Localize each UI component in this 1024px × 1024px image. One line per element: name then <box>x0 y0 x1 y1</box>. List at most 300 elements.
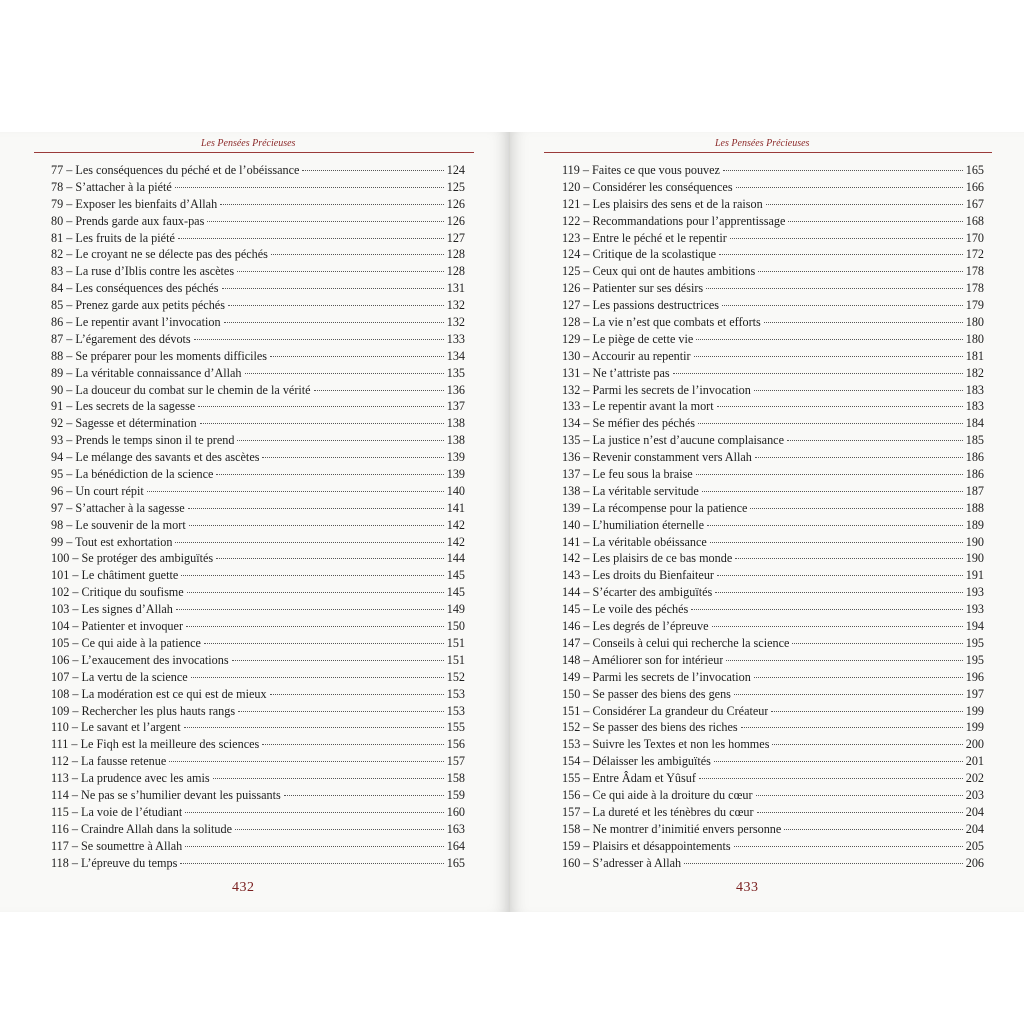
dot-leader <box>220 204 444 205</box>
toc-entry <box>562 770 984 787</box>
toc-entry <box>562 500 984 517</box>
toc-entry-page: 128 <box>446 264 465 279</box>
toc-entry-title: 157 – La dureté et les ténèbres du cœur <box>562 804 754 819</box>
table-of-contents-list <box>51 162 465 871</box>
toc-entry-page: 133 <box>446 331 465 346</box>
dot-leader <box>147 491 444 492</box>
dot-leader <box>741 727 963 728</box>
toc-entry-page: 201 <box>965 754 984 769</box>
toc-entry-title: 117 – Se soumettre à Allah <box>51 838 183 853</box>
toc-entry-page: 197 <box>965 686 984 701</box>
dot-leader <box>262 457 443 458</box>
toc-entry-title: 139 – La récompense pour la patience <box>562 500 748 515</box>
dot-leader <box>734 694 963 695</box>
toc-entry-page: 199 <box>965 703 984 718</box>
toc-entry-title: 114 – Ne pas se s’humilier devant les puissants <box>51 787 281 802</box>
toc-entry-title: 77 – Les conséquences du péché et de l’obéissance <box>51 163 300 177</box>
toc-entry-title: 96 – Un court répit <box>51 483 144 498</box>
toc-entry-page: 126 <box>446 196 465 211</box>
toc-entry-page: 156 <box>446 737 465 752</box>
toc-entry-page: 149 <box>446 602 465 617</box>
toc-entry-title: 160 – S’adresser à Allah <box>562 855 682 870</box>
toc-entry-page: 163 <box>446 821 465 836</box>
dot-leader <box>717 575 963 576</box>
toc-entry <box>562 719 984 736</box>
toc-entry <box>51 382 465 399</box>
toc-entry-page: 195 <box>965 635 984 650</box>
toc-entry-title: 158 – Ne montrer d’inimitié envers personne <box>562 821 782 836</box>
toc-entry-page: 144 <box>446 551 465 566</box>
toc-entry <box>51 179 465 196</box>
toc-entry <box>51 601 465 618</box>
dot-leader <box>712 626 963 627</box>
toc-entry <box>51 567 465 584</box>
toc-entry <box>51 838 465 855</box>
toc-entry-title: 104 – Patienter et invoquer <box>51 619 183 634</box>
dot-leader <box>216 558 444 559</box>
dot-leader <box>707 525 963 526</box>
dot-leader <box>723 170 963 171</box>
toc-entry-title: 78 – S’attacher à la piété <box>51 179 172 194</box>
toc-entry-title: 86 – Le repentir avant l’invocation <box>51 315 221 330</box>
toc-entry-title: 147 – Conseils à celui qui recherche la science <box>562 635 790 650</box>
toc-entry-page: 141 <box>446 500 465 515</box>
toc-entry-title: 128 – La vie n’est que combats et efforts <box>562 315 761 330</box>
toc-entry-page: 204 <box>965 821 984 836</box>
dot-leader <box>237 440 443 441</box>
dot-leader <box>180 863 443 864</box>
page-number: 432 <box>232 880 255 895</box>
dot-leader <box>224 322 444 323</box>
dot-leader <box>270 356 444 357</box>
dot-leader <box>200 423 444 424</box>
toc-entry <box>562 550 984 567</box>
dot-leader <box>191 677 444 678</box>
toc-entry <box>51 500 465 517</box>
toc-entry-title: 107 – La vertu de la science <box>51 669 188 684</box>
toc-entry-page: 145 <box>446 568 465 583</box>
dot-leader <box>175 542 443 543</box>
toc-entry-page: 142 <box>446 534 465 549</box>
toc-entry <box>562 686 984 703</box>
header-rule <box>544 152 992 153</box>
toc-entry-page: 200 <box>965 737 984 752</box>
running-head: Les Pensées Précieuses <box>201 138 296 149</box>
toc-entry-page: 187 <box>965 483 984 498</box>
toc-entry-title: 116 – Craindre Allah dans la solitude <box>51 821 232 836</box>
toc-entry-page: 160 <box>446 804 465 819</box>
dot-leader <box>185 846 444 847</box>
toc-entry-page: 193 <box>965 602 984 617</box>
toc-entry <box>51 331 465 348</box>
toc-entry <box>51 517 465 534</box>
toc-entry-page: 132 <box>446 315 465 330</box>
toc-entry-title: 112 – La fausse retenue <box>51 754 167 769</box>
toc-entry-page: 140 <box>446 483 465 498</box>
dot-leader <box>784 829 962 830</box>
dot-leader <box>736 187 963 188</box>
dot-leader <box>169 761 443 762</box>
toc-entry-page: 181 <box>965 348 984 363</box>
toc-entry <box>51 652 465 669</box>
running-head: Les Pensées Précieuses <box>715 138 810 149</box>
dot-leader <box>771 711 962 712</box>
toc-entry-title: 150 – Se passer des biens des gens <box>562 686 731 701</box>
toc-entry-page: 150 <box>446 619 465 634</box>
toc-entry-title: 93 – Prends le temps sinon il te prend <box>51 433 235 448</box>
toc-entry-title: 148 – Améliorer son for intérieur <box>562 652 724 667</box>
toc-entry-page: 134 <box>446 348 465 363</box>
toc-entry-title: 115 – La voie de l’étudiant <box>51 804 183 819</box>
toc-entry-title: 154 – Délaisser les ambiguïtés <box>562 754 711 769</box>
toc-entry-title: 134 – Se méfier des péchés <box>562 416 696 431</box>
dot-leader <box>270 694 444 695</box>
toc-entry-title: 100 – Se protéger des ambiguïtés <box>51 551 214 566</box>
toc-entry-page: 165 <box>965 163 984 177</box>
toc-entry-title: 83 – La ruse d’Iblis contre les ascètes <box>51 264 235 279</box>
dot-leader <box>699 778 963 779</box>
toc-entry <box>562 838 984 855</box>
toc-entry <box>562 314 984 331</box>
dot-leader <box>189 525 444 526</box>
toc-entry <box>51 449 465 466</box>
dot-leader <box>792 643 962 644</box>
dot-leader <box>186 626 444 627</box>
toc-entry <box>51 314 465 331</box>
toc-entry <box>562 821 984 838</box>
toc-entry-page: 125 <box>446 179 465 194</box>
toc-entry <box>51 348 465 365</box>
toc-entry <box>562 669 984 686</box>
toc-entry-title: 118 – L’épreuve du temps <box>51 855 178 870</box>
toc-entry-title: 136 – Revenir constamment vers Allah <box>562 450 752 465</box>
dot-leader <box>717 406 963 407</box>
toc-entry-title: 79 – Exposer les bienfaits d’Allah <box>51 196 218 211</box>
toc-entry-page: 124 <box>446 163 465 177</box>
dot-leader <box>750 508 962 509</box>
dot-leader <box>302 170 443 171</box>
toc-entry-page: 193 <box>965 585 984 600</box>
toc-entry <box>51 466 465 483</box>
toc-entry-page: 170 <box>965 230 984 245</box>
toc-entry-title: 95 – La bénédiction de la science <box>51 467 214 482</box>
toc-entry-title: 120 – Considérer les conséquences <box>562 179 733 194</box>
dot-leader <box>178 238 444 239</box>
toc-entry <box>51 669 465 686</box>
toc-entry-title: 97 – S’attacher à la sagesse <box>51 500 185 515</box>
toc-entry <box>562 584 984 601</box>
toc-entry-page: 153 <box>446 703 465 718</box>
toc-entry <box>51 196 465 213</box>
toc-entry-title: 84 – Les conséquences des péchés <box>51 281 219 296</box>
toc-entry-title: 106 – L’exaucement des invocations <box>51 652 229 667</box>
dot-leader <box>758 271 962 272</box>
toc-entry <box>51 246 465 263</box>
toc-entry-title: 151 – Considérer La grandeur du Créateur <box>562 703 769 718</box>
toc-entry <box>51 415 465 432</box>
toc-entry-page: 191 <box>965 568 984 583</box>
toc-entry-title: 89 – La véritable connaissance d’Allah <box>51 365 242 380</box>
toc-entry <box>562 736 984 753</box>
dot-leader <box>245 373 444 374</box>
dot-leader <box>185 812 444 813</box>
dot-leader <box>175 187 444 188</box>
toc-entry-page: 152 <box>446 669 465 684</box>
toc-entry-title: 129 – Le piège de cette vie <box>562 331 694 346</box>
toc-entry-page: 145 <box>446 585 465 600</box>
toc-entry <box>562 618 984 635</box>
dot-leader <box>696 474 963 475</box>
dot-leader <box>222 288 444 289</box>
toc-entry <box>562 280 984 297</box>
toc-entry-page: 167 <box>965 196 984 211</box>
dot-leader <box>722 305 963 306</box>
dot-leader <box>726 660 962 661</box>
toc-entry-page: 131 <box>446 281 465 296</box>
toc-entry-title: 80 – Prends garde aux faux-pas <box>51 213 205 228</box>
dot-leader <box>787 440 963 441</box>
toc-entry-title: 130 – Accourir au repentir <box>562 348 691 363</box>
dot-leader <box>262 744 443 745</box>
toc-entry-title: 103 – Les signes d’Allah <box>51 602 173 617</box>
toc-entry <box>562 804 984 821</box>
toc-entry <box>51 618 465 635</box>
toc-entry-title: 110 – Le savant et l’argent <box>51 720 181 735</box>
toc-entry <box>51 753 465 770</box>
dot-leader <box>719 254 963 255</box>
toc-entry <box>562 230 984 247</box>
toc-entry <box>562 449 984 466</box>
dot-leader <box>187 592 444 593</box>
toc-entry-page: 165 <box>446 855 465 870</box>
toc-entry-page: 151 <box>446 652 465 667</box>
toc-entry-title: 82 – Le croyant ne se délecte pas des péchés <box>51 247 268 262</box>
toc-entry-page: 138 <box>446 416 465 431</box>
dot-leader <box>710 542 963 543</box>
dot-leader <box>696 339 962 340</box>
toc-entry-title: 132 – Parmi les secrets de l’invocation <box>562 382 751 397</box>
toc-entry-page: 166 <box>965 179 984 194</box>
toc-entry <box>562 432 984 449</box>
toc-entry-title: 111 – Le Fiqh est la meilleure des sciences <box>51 737 260 752</box>
dot-leader <box>715 592 962 593</box>
toc-entry <box>562 753 984 770</box>
toc-entry <box>51 162 465 179</box>
dot-leader <box>756 795 963 796</box>
toc-entry-title: 101 – Le châtiment guette <box>51 568 179 583</box>
toc-entry-title: 90 – La douceur du combat sur le chemin de la vérité <box>51 382 311 397</box>
dot-leader <box>207 221 443 222</box>
toc-entry-page: 139 <box>446 450 465 465</box>
toc-entry-page: 158 <box>446 771 465 786</box>
toc-entry-page: 179 <box>965 298 984 313</box>
toc-entry-page: 137 <box>446 399 465 414</box>
toc-entry-page: 142 <box>446 517 465 532</box>
toc-entry-page: 202 <box>965 771 984 786</box>
dot-leader <box>730 238 963 239</box>
toc-entry-title: 140 – L’humiliation éternelle <box>562 517 705 532</box>
toc-entry-page: 178 <box>965 264 984 279</box>
dot-leader <box>754 677 963 678</box>
toc-entry <box>51 365 465 382</box>
toc-entry <box>562 601 984 618</box>
toc-entry-page: 151 <box>446 635 465 650</box>
dot-leader <box>284 795 444 796</box>
header-rule <box>34 152 474 153</box>
dot-leader <box>213 778 444 779</box>
dot-leader <box>754 390 963 391</box>
toc-entry-page: 205 <box>965 838 984 853</box>
toc-entry-page: 182 <box>965 365 984 380</box>
toc-entry <box>51 483 465 500</box>
toc-entry-title: 121 – Les plaisirs des sens et de la raison <box>562 196 763 211</box>
toc-entry-title: 124 – Critique de la scolastique <box>562 247 717 262</box>
toc-entry-page: 203 <box>965 787 984 802</box>
toc-entry <box>562 213 984 230</box>
toc-entry-page: 127 <box>446 230 465 245</box>
dot-leader <box>764 322 963 323</box>
toc-entry <box>562 297 984 314</box>
toc-entry <box>562 162 984 179</box>
toc-entry-page: 126 <box>446 213 465 228</box>
dot-leader <box>235 829 444 830</box>
toc-entry-title: 159 – Plaisirs et désappointements <box>562 838 731 853</box>
toc-entry <box>562 348 984 365</box>
toc-entry-title: 105 – Ce qui aide à la patience <box>51 635 201 650</box>
dot-leader <box>271 254 444 255</box>
toc-entry-page: 132 <box>446 298 465 313</box>
dot-leader <box>714 761 963 762</box>
toc-entry <box>51 770 465 787</box>
toc-entry <box>51 703 465 720</box>
toc-entry-title: 125 – Ceux qui ont de hautes ambitions <box>562 264 756 279</box>
toc-entry <box>51 213 465 230</box>
toc-entry <box>562 179 984 196</box>
toc-entry-title: 99 – Tout est exhortation <box>51 534 173 549</box>
toc-entry-title: 127 – Les passions destructrices <box>562 298 720 313</box>
toc-entry-page: 190 <box>965 551 984 566</box>
toc-entry <box>562 196 984 213</box>
dot-leader <box>735 558 962 559</box>
toc-entry-page: 183 <box>965 399 984 414</box>
toc-entry-page: 180 <box>965 315 984 330</box>
dot-leader <box>706 288 963 289</box>
toc-entry <box>51 432 465 449</box>
toc-entry-title: 156 – Ce qui aide à la droiture du cœur <box>562 787 753 802</box>
dot-leader <box>691 609 962 610</box>
toc-entry-title: 149 – Parmi les secrets de l’invocation <box>562 669 751 684</box>
toc-entry-page: 206 <box>965 855 984 870</box>
toc-entry <box>51 297 465 314</box>
dot-leader <box>788 221 962 222</box>
dot-leader <box>684 863 963 864</box>
dot-leader <box>184 727 444 728</box>
toc-entry-page: 180 <box>965 331 984 346</box>
toc-entry-title: 85 – Prenez garde aux petits péchés <box>51 298 225 313</box>
toc-entry <box>562 787 984 804</box>
dot-leader <box>176 609 444 610</box>
toc-entry-title: 88 – Se préparer pour les moments difficiles <box>51 348 268 363</box>
toc-entry <box>562 246 984 263</box>
toc-entry <box>562 855 984 872</box>
toc-entry <box>51 821 465 838</box>
toc-entry-page: 185 <box>965 433 984 448</box>
toc-entry-title: 146 – Les degrés de l’épreuve <box>562 619 709 634</box>
toc-entry-title: 91 – Les secrets de la sagesse <box>51 399 196 414</box>
toc-entry-title: 141 – La véritable obéissance <box>562 534 707 549</box>
dot-leader <box>216 474 443 475</box>
toc-entry <box>51 855 465 872</box>
toc-entry-title: 144 – S’écarter des ambiguïtés <box>562 585 713 600</box>
toc-entry-page: 188 <box>965 500 984 515</box>
dot-leader <box>238 711 444 712</box>
dot-leader <box>188 508 444 509</box>
toc-entry-page: 153 <box>446 686 465 701</box>
toc-entry-title: 133 – Le repentir avant la mort <box>562 399 714 414</box>
toc-entry <box>51 635 465 652</box>
toc-entry-title: 153 – Suivre les Textes et non les hommes <box>562 737 770 752</box>
dot-leader <box>194 339 444 340</box>
toc-entry <box>562 263 984 280</box>
toc-entry-title: 137 – Le feu sous la braise <box>562 467 693 482</box>
dot-leader <box>237 271 444 272</box>
toc-entry-page: 136 <box>446 382 465 397</box>
toc-entry-page: 135 <box>446 365 465 380</box>
toc-entry-title: 143 – Les droits du Bienfaiteur <box>562 568 714 583</box>
toc-entry <box>51 263 465 280</box>
dot-leader <box>232 660 444 661</box>
toc-entry-page: 138 <box>446 433 465 448</box>
toc-entry <box>562 652 984 669</box>
toc-entry-title: 126 – Patienter sur ses désirs <box>562 281 704 296</box>
toc-entry-title: 122 – Recommandations pour l’apprentissage <box>562 213 786 228</box>
dot-leader <box>734 846 963 847</box>
dot-leader <box>694 356 963 357</box>
toc-entry-page: 194 <box>965 619 984 634</box>
toc-entry <box>51 804 465 821</box>
toc-entry <box>51 787 465 804</box>
toc-entry <box>562 517 984 534</box>
toc-entry <box>562 398 984 415</box>
toc-entry-page: 157 <box>446 754 465 769</box>
toc-entry-page: 164 <box>446 838 465 853</box>
toc-entry-title: 81 – Les fruits de la piété <box>51 230 175 245</box>
toc-entry-page: 199 <box>965 720 984 735</box>
toc-entry <box>51 584 465 601</box>
toc-entry <box>562 331 984 348</box>
dot-leader <box>698 423 963 424</box>
toc-entry-page: 139 <box>446 467 465 482</box>
toc-entry <box>51 736 465 753</box>
toc-entry-page: 128 <box>446 247 465 262</box>
toc-entry <box>51 719 465 736</box>
toc-entry <box>562 365 984 382</box>
toc-entry <box>51 686 465 703</box>
right-page <box>510 132 1024 912</box>
dot-leader <box>314 390 444 391</box>
dot-leader <box>204 643 444 644</box>
dot-leader <box>673 373 963 374</box>
toc-entry <box>51 230 465 247</box>
toc-entry <box>51 280 465 297</box>
toc-entry-page: 195 <box>965 652 984 667</box>
toc-entry-page: 196 <box>965 669 984 684</box>
toc-entry-page: 189 <box>965 517 984 532</box>
toc-entry-page: 155 <box>446 720 465 735</box>
toc-entry-page: 204 <box>965 804 984 819</box>
toc-entry-title: 108 – La modération est ce qui est de mieux <box>51 686 267 701</box>
toc-entry <box>51 534 465 551</box>
